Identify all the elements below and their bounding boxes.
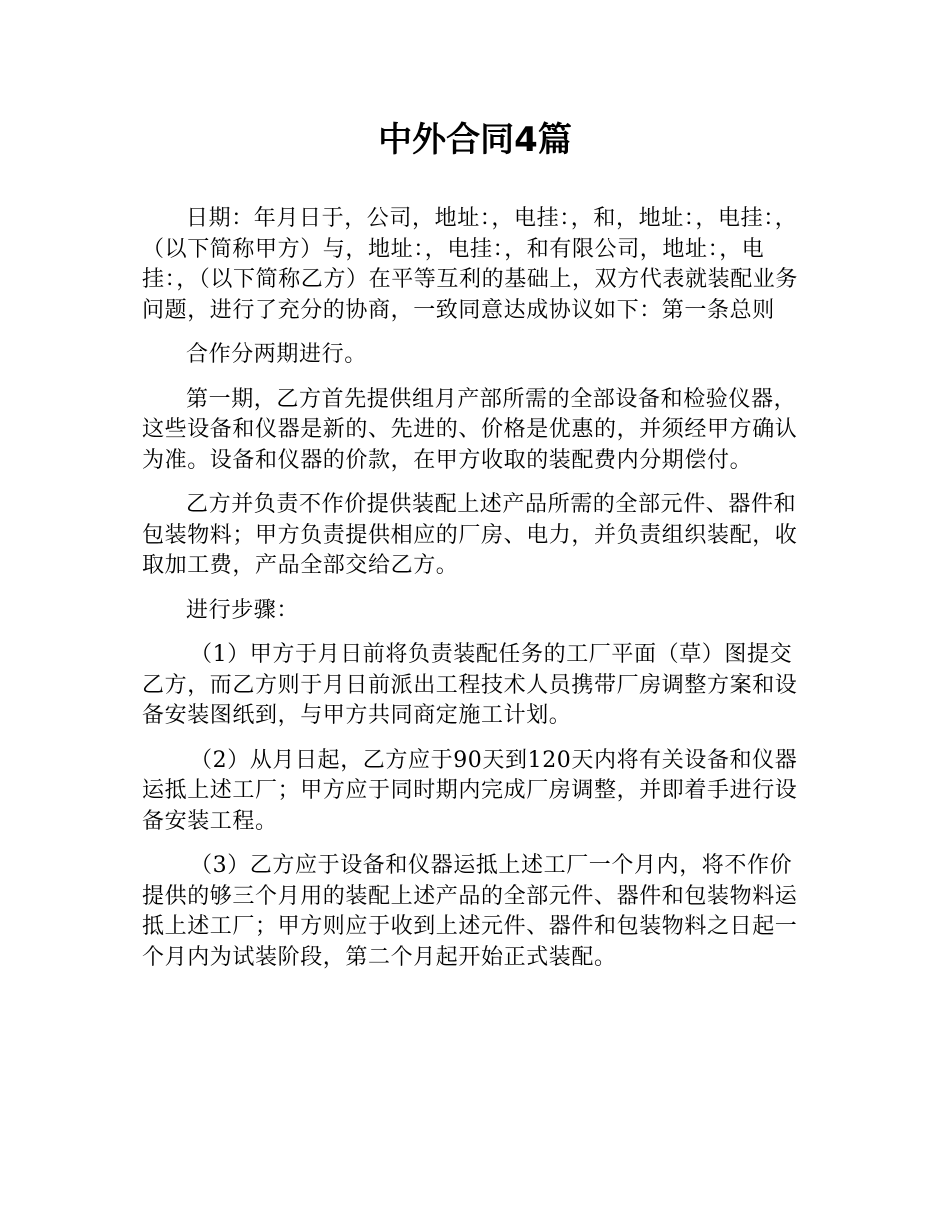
paragraph-step-3: （3）乙方应于设备和仪器运抵上述工厂一个月内，将不作价提供的够三个月用的装配上述产品的全部元件、器件和包装物料运抵上述工厂；甲方则应于收到上述元件、器件和包装物料之日起一个月内为试装阶段，第二个月起开始正式装配。	[142, 853, 798, 970]
paragraph-step-1: （1）甲方于月日前将负责装配任务的工厂平面（草）图提交乙方，而乙方则于月日前派出工程技术人员携带厂房调整方案和设备安装图纸到，与甲方共同商定施工计划。	[142, 642, 798, 728]
paragraph-steps-heading: 进行步骤：	[186, 597, 300, 623]
document-body	[142, 204, 814, 987]
paragraph-materials-responsibility: 乙方并负责不作价提供装配上述产品所需的全部元件、器件和包装物料；甲方负责提供相应的厂房、电力，并负责组织装配，收取加工费，产品全部交给乙方。	[142, 492, 798, 578]
paragraph-preamble: 日期：年月日于，公司，地址：，电挂：，和，地址：，电挂：，（以下简称甲方）与，地址：，电挂：，和有限公司，地址：，电挂：，（以下简称乙方）在平等互利的基础上，双方代表就装配业务问题，进行了充分的协商，一致同意达成协议如下：第一条总则	[142, 206, 799, 323]
paragraph-cooperation-phases: 合作分两期进行。	[186, 342, 367, 367]
document-title: 中外合同4篇	[378, 120, 572, 160]
paragraph-phase-one: 第一期，乙方首先提供组月产部所需的全部设备和检验仪器，这些设备和仪器是新的、先进的、价格是优惠的，并须经甲方确认为准。设备和仪器的价款，在甲方收取的装配费内分期偿付。	[142, 386, 798, 473]
paragraph-step-2: （2）从月日起，乙方应于90天到120天内将有关设备和仪器运抵上述工厂；甲方应于同时期内完成厂房调整，并即着手进行设备安装工程。	[142, 747, 798, 834]
